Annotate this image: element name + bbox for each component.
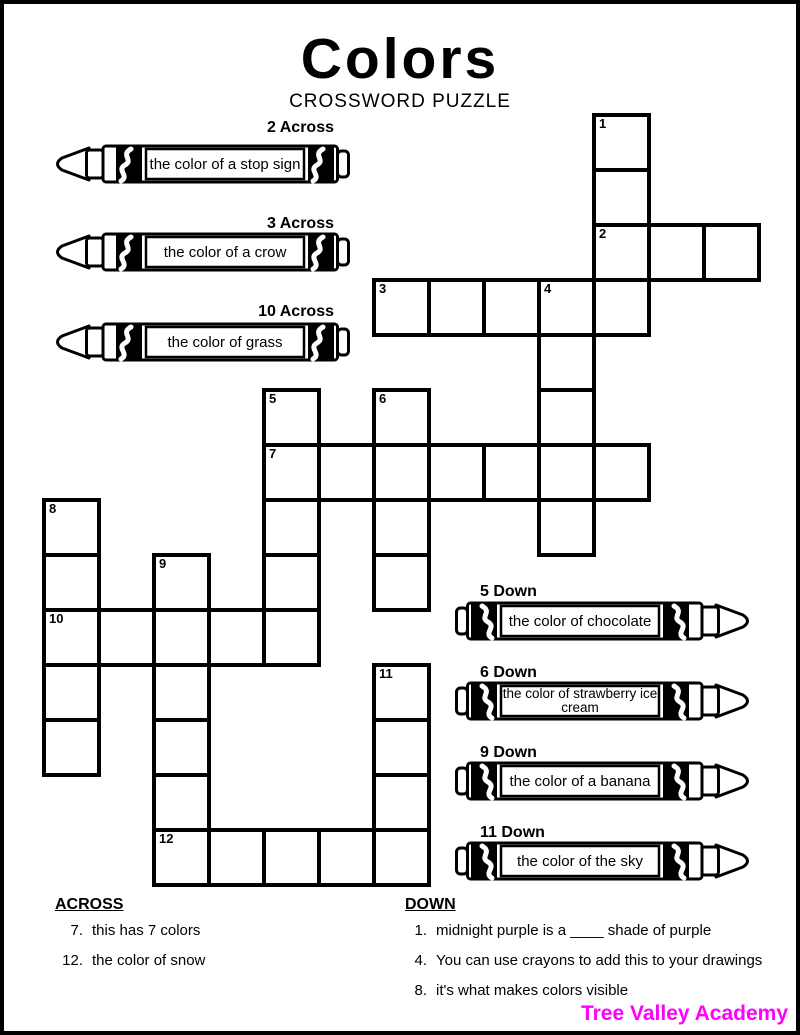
clue-number: 12. bbox=[62, 952, 83, 969]
crayon-label: 9 Down bbox=[480, 744, 537, 761]
crayon-clue-9-down bbox=[455, 744, 757, 816]
grid-cell-number: 11 bbox=[379, 666, 393, 681]
grid-cell-number: 7 bbox=[269, 446, 277, 461]
grid-cell-number: 1 bbox=[599, 116, 607, 131]
crayon-label: 5 Down bbox=[480, 583, 537, 600]
grid-cell bbox=[317, 443, 376, 502]
crayon-clue-2-across bbox=[50, 119, 352, 191]
grid-cell bbox=[152, 608, 211, 667]
crayon-clue-5-down bbox=[455, 583, 757, 655]
crayon-label: 6 Down bbox=[480, 664, 537, 681]
grid-cell bbox=[592, 168, 651, 227]
grid-cell-number: 4 bbox=[544, 281, 552, 296]
grid-cell bbox=[537, 333, 596, 392]
crayon-label: 11 Down bbox=[480, 824, 545, 841]
grid-cell bbox=[372, 773, 431, 832]
clue-item bbox=[55, 952, 385, 969]
crayon-clue-text: the color of the sky bbox=[517, 852, 643, 870]
grid-cell bbox=[152, 663, 211, 722]
grid-cell bbox=[372, 718, 431, 777]
clue-number: 4. bbox=[414, 952, 427, 969]
grid-cell bbox=[482, 443, 541, 502]
crayon-clue-11-down bbox=[455, 824, 757, 896]
grid-cell bbox=[372, 828, 431, 887]
grid-cell bbox=[592, 278, 651, 337]
grid-cell bbox=[372, 443, 431, 502]
clue-number: 1. bbox=[414, 922, 427, 939]
grid-cell bbox=[427, 443, 486, 502]
grid-cell bbox=[262, 553, 321, 612]
crayon-clue-text: the color of chocolate bbox=[508, 612, 652, 630]
across-clue-list bbox=[55, 896, 385, 982]
crayon-clue-text: the color of a banana bbox=[509, 772, 651, 790]
grid-cell bbox=[152, 718, 211, 777]
clue-number: 7. bbox=[70, 922, 83, 939]
page-title: Colors bbox=[300, 27, 500, 91]
grid-cell bbox=[42, 663, 101, 722]
grid-cell bbox=[427, 278, 486, 337]
grid-cell-number: 8 bbox=[49, 501, 57, 516]
grid-cell bbox=[42, 608, 101, 667]
grid-cell-number: 9 bbox=[159, 556, 167, 571]
clue-item bbox=[55, 922, 385, 939]
grid-cell-number: 3 bbox=[379, 281, 387, 296]
grid-cell bbox=[42, 553, 101, 612]
grid-cell bbox=[537, 443, 596, 502]
across-header: ACROSS bbox=[55, 896, 124, 913]
grid-cell-number: 2 bbox=[599, 226, 607, 241]
grid-cell bbox=[262, 498, 321, 557]
grid-cell bbox=[262, 828, 321, 887]
grid-cell bbox=[262, 608, 321, 667]
grid-cell-number: 6 bbox=[379, 391, 387, 406]
clue-item bbox=[405, 952, 795, 969]
clue-text: You can use crayons to add this to your drawings bbox=[436, 952, 763, 969]
grid-cell bbox=[152, 773, 211, 832]
clue-item bbox=[405, 982, 795, 999]
crayon-label: 3 Across bbox=[267, 215, 334, 232]
grid-cell bbox=[592, 113, 651, 172]
grid-cell bbox=[537, 388, 596, 447]
grid-cell bbox=[97, 608, 156, 667]
clue-text: the color of snow bbox=[92, 952, 206, 969]
crayon-clue-text: the color of a stop sign bbox=[149, 155, 301, 173]
clue-text: this has 7 colors bbox=[92, 922, 201, 939]
down-header: DOWN bbox=[405, 896, 456, 913]
down-clue-list bbox=[405, 896, 795, 1012]
crayon-clue-text: the color of grass bbox=[167, 333, 283, 351]
grid-cell bbox=[152, 828, 211, 887]
grid-cell bbox=[207, 608, 266, 667]
grid-cell bbox=[647, 223, 706, 282]
grid-cell bbox=[372, 498, 431, 557]
grid-cell bbox=[372, 278, 431, 337]
grid-cell bbox=[372, 553, 431, 612]
clue-number: 8. bbox=[414, 982, 427, 999]
grid-cell bbox=[152, 553, 211, 612]
grid-cell bbox=[592, 443, 651, 502]
crayon-clue-text: the color of a crow bbox=[163, 243, 287, 261]
grid-cell bbox=[42, 718, 101, 777]
grid-cell bbox=[42, 498, 101, 557]
clue-text: midnight purple is a ____ shade of purple bbox=[436, 922, 712, 939]
grid-cell bbox=[372, 663, 431, 722]
grid-cell-number: 12 bbox=[159, 831, 174, 846]
grid-cell bbox=[262, 388, 321, 447]
grid-cell bbox=[372, 388, 431, 447]
clue-text: it's what makes colors visible bbox=[436, 982, 629, 999]
clue-item bbox=[405, 922, 795, 939]
crayon-clue-3-across bbox=[50, 215, 352, 287]
crayon-label: 10 Across bbox=[258, 303, 334, 320]
crayon-label: 2 Across bbox=[267, 119, 334, 136]
crayon-clue-text: the color of strawberry ice cream bbox=[502, 686, 658, 715]
crayon-clue-6-down bbox=[455, 664, 757, 736]
site-credit: Tree Valley Academy bbox=[580, 1002, 788, 1025]
grid-cell bbox=[702, 223, 761, 282]
grid-cell bbox=[207, 828, 266, 887]
grid-cell-number: 10 bbox=[49, 611, 64, 626]
grid-cell bbox=[482, 278, 541, 337]
grid-cell bbox=[317, 828, 376, 887]
grid-cell bbox=[537, 498, 596, 557]
grid-cell bbox=[537, 278, 596, 337]
grid-cell-number: 5 bbox=[269, 391, 277, 406]
grid-cell bbox=[592, 223, 651, 282]
crayon-clue-10-across bbox=[50, 303, 352, 375]
page-subtitle: CROSSWORD PUZZLE bbox=[289, 91, 511, 112]
grid-cell bbox=[262, 443, 321, 502]
